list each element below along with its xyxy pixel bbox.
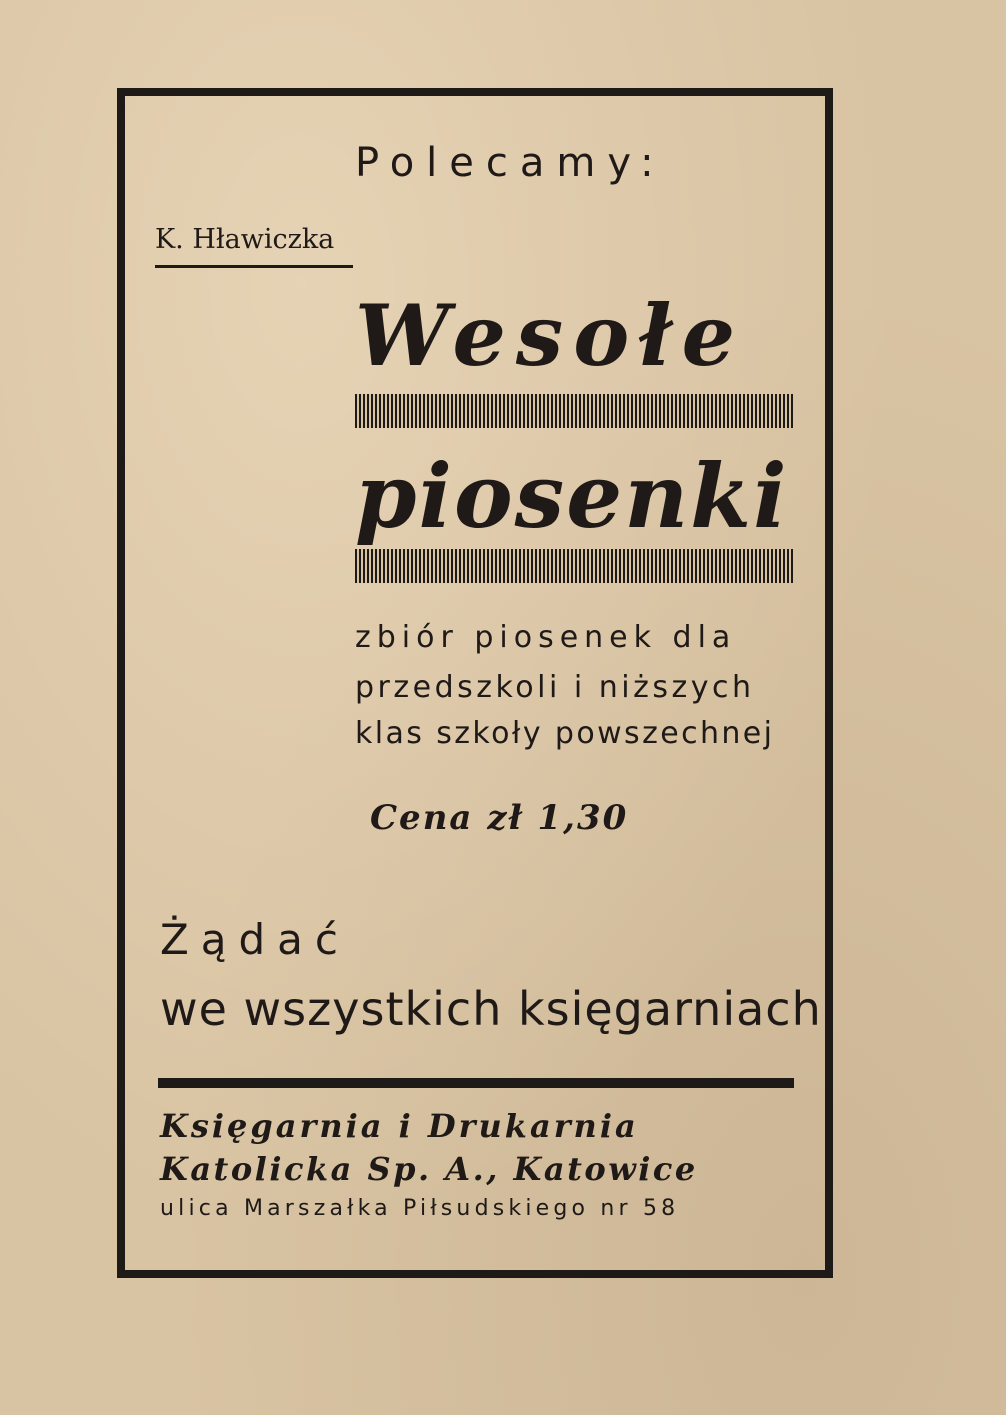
publisher-address: ulica Marszałka Piłsudskiego nr 58 [160, 1196, 680, 1221]
description-line-2: przedszkoli i niższych [355, 670, 755, 705]
description-line-3: klas szkoły powszechnej [355, 716, 775, 751]
publisher-name-line-1: Księgarnia i Drukarnia [160, 1107, 639, 1145]
publisher-divider [158, 1078, 794, 1088]
cta-line-1: Żądać [160, 915, 350, 964]
author-name: K. Hławiczka [155, 224, 335, 255]
decorative-stripe-1 [355, 394, 793, 428]
author-underline [155, 265, 353, 268]
decorative-stripe-2 [355, 549, 793, 583]
title-line-2: piosenki [355, 444, 789, 548]
title-line-1: Wesołe [355, 286, 746, 385]
publisher-name-line-2: Katolicka Sp. A., Katowice [160, 1150, 698, 1188]
cta-line-2: we wszystkich księgarniach [160, 982, 822, 1036]
price-label: Cena zł 1,30 [370, 798, 629, 838]
header-recommend: Polecamy: [355, 140, 666, 186]
description-line-1: zbiór piosenek dla [355, 620, 737, 655]
